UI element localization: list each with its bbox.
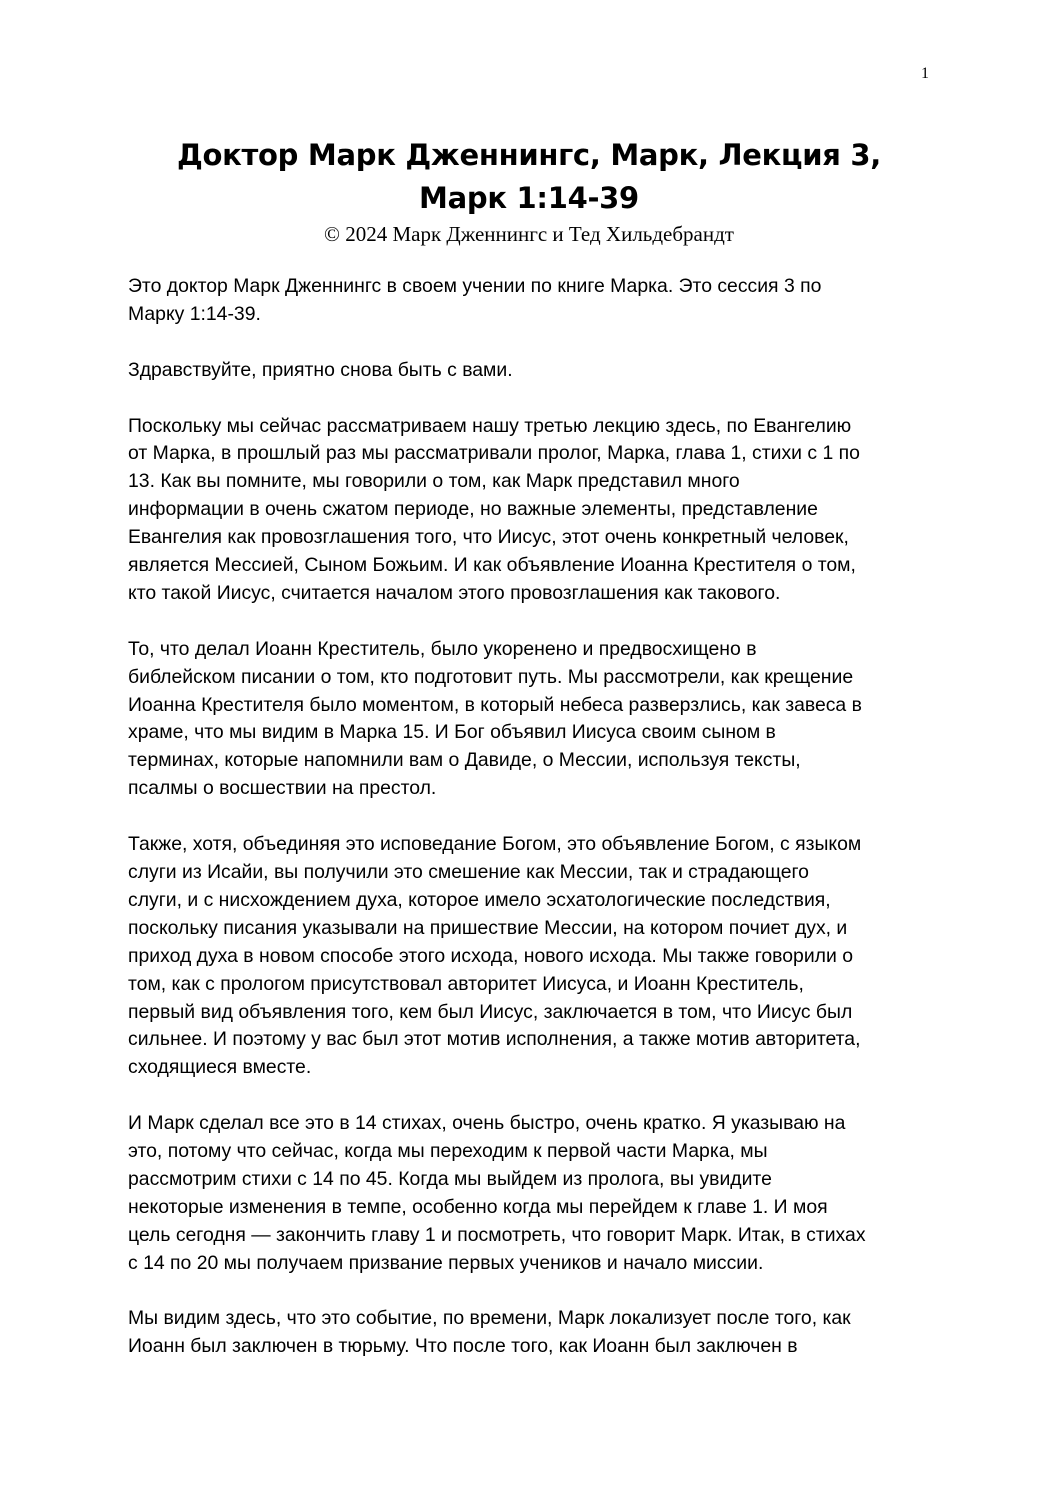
paragraph-line: Иоанн был заключен в тюрьму. Что после того, как Иоанн был заключен в bbox=[128, 1335, 798, 1358]
paragraph-line: псалмы о восшествии на престол. bbox=[128, 777, 437, 800]
paragraph-line: И Марк сделал все это в 14 стихах, очень быстро, очень кратко. Я указываю на bbox=[128, 1112, 846, 1135]
page-title-line-2: Марк 1:14-39 bbox=[419, 181, 639, 215]
paragraph bbox=[128, 357, 948, 385]
paragraph-line: первый вид объявления того, кем был Иисус, заключается в том, что Иисус был bbox=[128, 1000, 853, 1023]
paragraph-line: Это доктор Марк Дженнингс в своем учении по книге Марка. Это сессия 3 по bbox=[128, 275, 822, 297]
paragraph-line: том, как с прологом присутствовал авторитет Иисуса, и Иоанн Креститель, bbox=[128, 972, 804, 995]
paragraph-line: Иоанна Крестителя было моментом, в который небеса разверзлись, как завеса в bbox=[128, 693, 862, 716]
paragraph-line: Также, хотя, объединяя это исповедание Богом, это объявление Богом, с языком bbox=[128, 833, 862, 856]
document-body bbox=[128, 273, 948, 1389]
paragraph-line: Евангелия как провозглашения того, что Иисус, этот очень конкретный человек, bbox=[128, 526, 849, 549]
paragraph-line: Поскольку мы сейчас рассматриваем нашу третью лекцию здесь, по Евангелию bbox=[128, 414, 852, 437]
paragraph bbox=[128, 413, 948, 608]
copyright-notice: © 2024 Марк Дженнингс и Тед Хильдебрандт bbox=[324, 222, 734, 246]
paragraph-line: некоторые изменения в темпе, особенно когда мы перейдем к главе 1. И моя bbox=[128, 1195, 828, 1218]
paragraph-line: храме, что мы видим в Марка 15. И Бог объявил Иисуса своим сыном в bbox=[128, 721, 776, 744]
paragraph-line: сходящиеся вместе. bbox=[128, 1056, 312, 1079]
paragraph-line: слуги, и с нисхождением духа, которое имело эсхатологические последствия, bbox=[128, 888, 831, 911]
paragraph-line: с 14 по 20 мы получаем призвание первых учеников и начало миссии. bbox=[128, 1251, 764, 1274]
paragraph-line: рассмотрим стихи с 14 по 45. Когда мы выйдем из пролога, вы увидите bbox=[128, 1167, 772, 1190]
paragraph-line: цель сегодня — закончить главу 1 и посмотреть, что говорит Марк. Итак, в стихах bbox=[128, 1223, 866, 1246]
paragraph-line: кто такой Иисус, считается началом этого провозглашения как такового. bbox=[128, 581, 781, 604]
paragraph-line: Здравствуйте, приятно снова быть с вами. bbox=[128, 358, 513, 381]
paragraph bbox=[128, 831, 948, 1082]
paragraph-line: поскольку писания указывали на пришествие Мессии, на котором почиет дух, и bbox=[128, 916, 848, 939]
paragraph bbox=[128, 273, 948, 329]
page-number: 1 bbox=[921, 65, 929, 82]
paragraph bbox=[128, 636, 948, 803]
paragraph bbox=[128, 1110, 948, 1277]
paragraph-line: сильнее. И поэтому у вас был этот мотив исполнения, а также мотив авторитета, bbox=[128, 1028, 861, 1051]
page-title bbox=[0, 134, 1058, 220]
paragraph-line: слуги из Исайи, вы получили это смешение как Мессии, так и страдающего bbox=[128, 860, 809, 883]
paragraph-line: 13. Как вы помните, мы говорили о том, как Марк представил много bbox=[128, 470, 740, 493]
page-title-line-1: Доктор Марк Дженнингс, Марк, Лекция 3, bbox=[177, 138, 881, 172]
paragraph-line: информации в очень сжатом периоде, но важные элементы, представление bbox=[128, 498, 818, 521]
paragraph-line: является Мессией, Сыном Божьим. И как объявление Иоанна Крестителя о том, bbox=[128, 554, 856, 577]
paragraph-line: Мы видим здесь, что это событие, по времени, Марк локализует после того, как bbox=[128, 1307, 851, 1330]
paragraph bbox=[128, 1305, 948, 1361]
paragraph-line: это, потому что сейчас, когда мы переходим к первой части Марка, мы bbox=[128, 1140, 768, 1163]
paragraph-line: Марку 1:14-39. bbox=[128, 302, 261, 325]
paragraph-line: терминах, которые напомнили вам о Давиде, о Мессии, используя тексты, bbox=[128, 749, 801, 772]
paragraph-line: приход духа в новом способе этого исхода, нового исхода. Мы также говорили о bbox=[128, 944, 853, 967]
paragraph-line: от Марка, в прошлый раз мы рассматривали пролог, Марка, глава 1, стихи с 1 по bbox=[128, 442, 860, 465]
paragraph-line: библейском писании о том, кто подготовит путь. Мы рассмотрели, как крещение bbox=[128, 665, 854, 688]
paragraph-line: То, что делал Иоанн Креститель, было укоренено и предвосхищено в bbox=[128, 637, 757, 660]
